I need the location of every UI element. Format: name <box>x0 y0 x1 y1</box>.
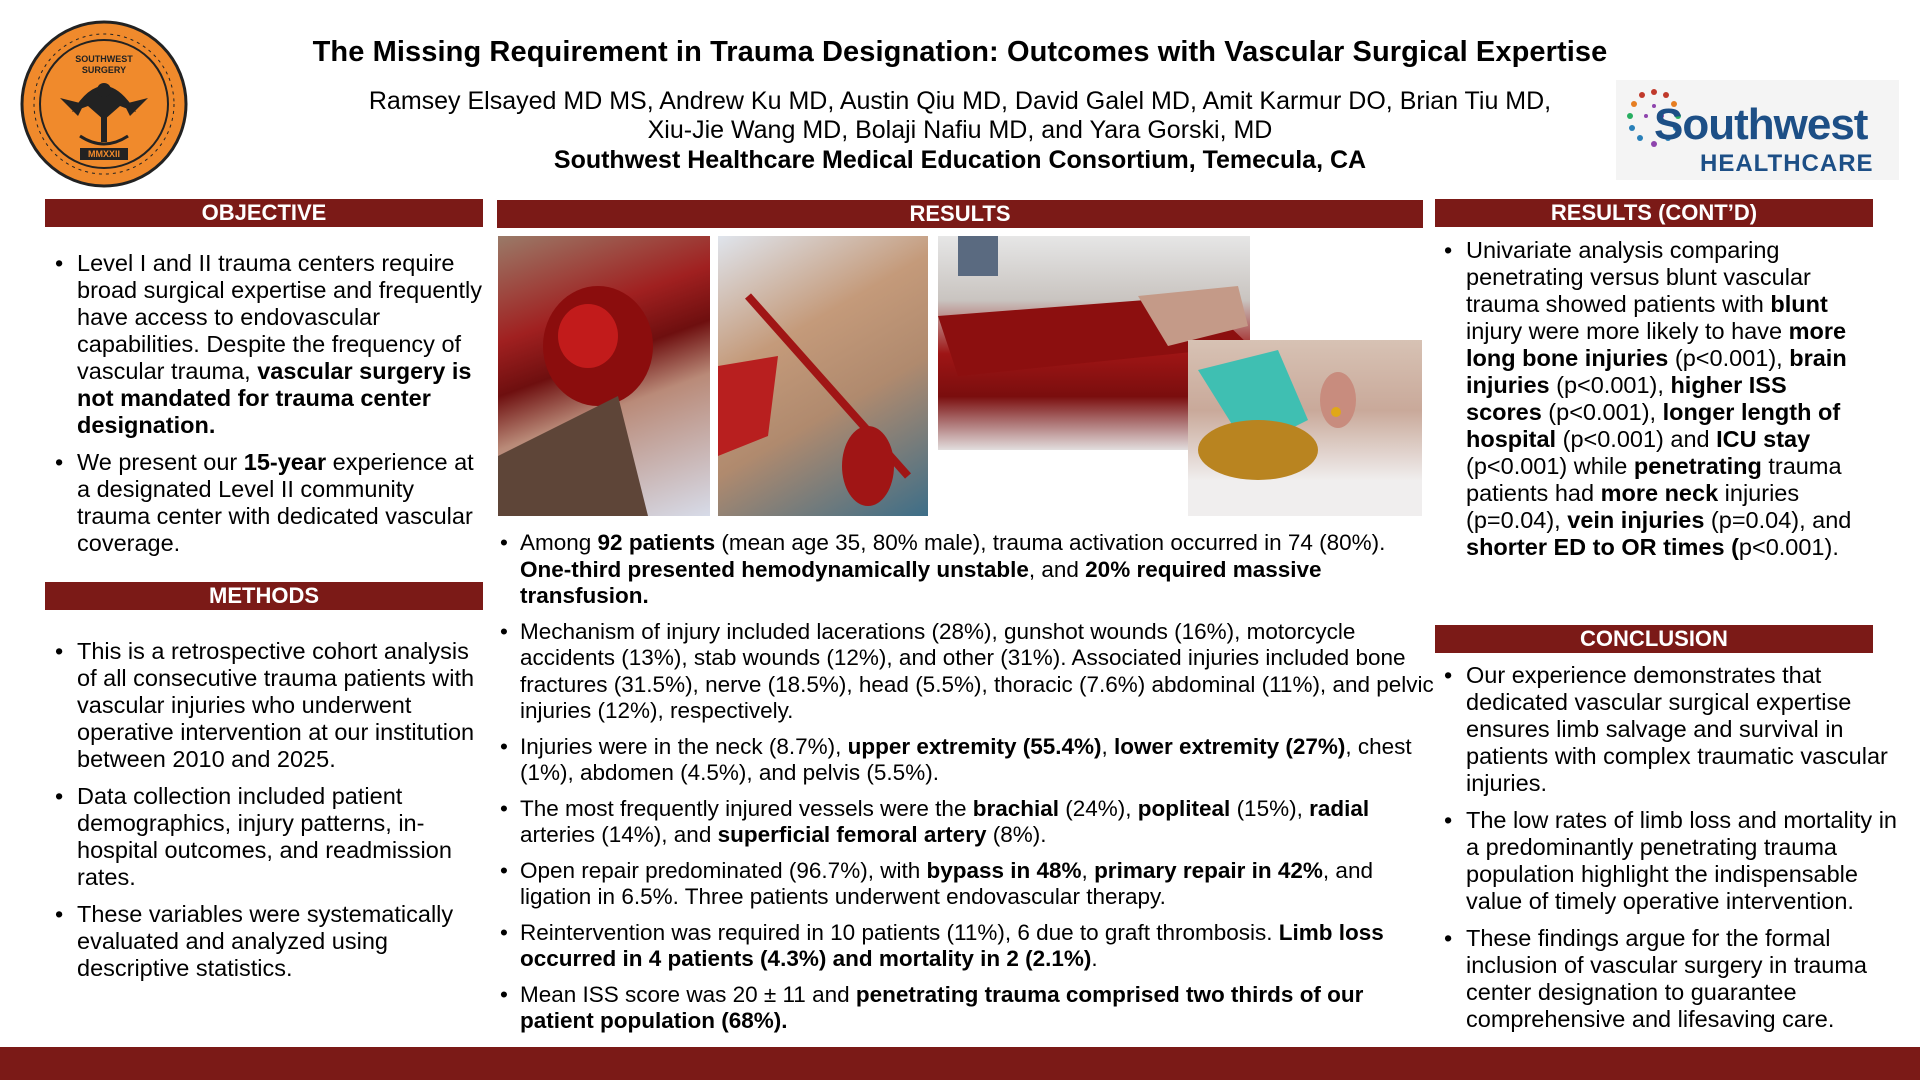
affiliation: Southwest Healthcare Medical Education Consortium, Temecula, CA <box>553 146 1367 174</box>
logo-bottom-text: MMXXII <box>87 149 120 159</box>
results-bullet-2: • Mechanism of injury included lacerations (28%), gunshot wounds (16%), motorcycle accidents (13%), stab wounds (12%), and other (31%). Associated injuries included bone fractures (31.5%), nerve (18.5%), head (5.5%), thoracic (7.6%) abdominal (11%), and pelvic injuries (12%), respectively. <box>496 619 1436 725</box>
clinical-photo-4 <box>1188 340 1422 516</box>
clinical-photo-1 <box>498 236 710 516</box>
poster-title: The Missing Requirement in Trauma Designation: Outcomes with Vascular Surgical Expertise <box>312 36 1608 68</box>
results-list <box>496 530 1436 1044</box>
objective-list <box>45 250 485 567</box>
results-bullet-5: • Open repair predominated (96.7%), with bypass in 48%, primary repair in 42%, and ligation in 6.5%. Three patients underwent endovascular therapy. <box>496 858 1436 911</box>
logo-southwest-text: Southwest <box>1654 100 1868 149</box>
methods-heading: METHODS <box>45 582 483 610</box>
methods-list <box>45 638 485 992</box>
results-cont-bullet-1: • Univariate analysis comparing penetrating versus blunt vascular trauma showed patients with blunt injury were more likely to have more long bone injuries (p<0.001), brain injuries (p<0.001), higher ISS scores (p<0.001), longer length of hospital (p<0.001) and ICU stay (p<0.001) while penetrating trauma patients had more neck injuries (p=0.04), vein injuries (p=0.04), and shorter ED to OR times (p<0.001). <box>1434 237 1904 561</box>
clinical-photo-2 <box>718 236 928 516</box>
authors-line-2: Xiu-Jie Wang MD, Bolaji Nafiu MD, and Yara Gorski, MD <box>647 116 1273 144</box>
logo-top-text: SOUTHWEST <box>75 54 133 64</box>
methods-bullet-2: • Data collection included patient demographics, injury patterns, in-hospital outcomes, and readmission rates. <box>45 783 485 891</box>
results-bullet-7: • Mean ISS score was 20 ± 11 and penetrating trauma comprised two thirds of our patient population (68%). <box>496 982 1436 1035</box>
results-heading: RESULTS <box>497 200 1423 228</box>
results-cont-list <box>1434 237 1904 571</box>
methods-bullet-3: • These variables were systematically evaluated and analyzed using descriptive statistics. <box>45 901 485 982</box>
methods-bullet-1: • This is a retrospective cohort analysis of all consecutive trauma patients with vascular injuries who underwent operative intervention at our institution between 2010 and 2025. <box>45 638 485 773</box>
logo-mid-text: SURGERY <box>81 65 127 75</box>
conclusion-bullet-3: • These findings argue for the formal inclusion of vascular surgery in trauma center designation to guarantee comprehensive and lifesaving care. <box>1434 925 1904 1033</box>
results-cont-heading: RESULTS (CONT’D) <box>1435 199 1873 227</box>
conclusion-heading: CONCLUSION <box>1435 625 1873 653</box>
authors-line-1: Ramsey Elsayed MD MS, Andrew Ku MD, Austin Qiu MD, David Galel MD, Amit Karmur DO, Brian Tiu MD, <box>368 87 1552 115</box>
objective-bullet-1: • Level I and II trauma centers require broad surgical expertise and frequently have access to endovascular capabilities. Despite the frequency of vascular trauma, vascular surgery is not mandated for trauma center designation. <box>45 250 485 439</box>
conclusion-bullet-1: • Our experience demonstrates that dedicated vascular surgical expertise ensures limb salvage and survival in patients with complex traumatic vascular injuries. <box>1434 662 1904 797</box>
results-bullet-1: • Among 92 patients (mean age 35, 80% male), trauma activation occurred in 74 (80%). One-third presented hemodynamically unstable, and 20% required massive transfusion. <box>496 530 1436 610</box>
results-bullet-3: • Injuries were in the neck (8.7%), upper extremity (55.4%), lower extremity (27%), chest (1%), abdomen (4.5%), and pelvis (5.5%). <box>496 734 1436 787</box>
conclusion-list <box>1434 662 1904 1043</box>
conclusion-bullet-2: • The low rates of limb loss and mortality in a predominantly penetrating trauma population highlight the indispensable value of timely operative intervention. <box>1434 807 1904 915</box>
logo-healthcare-text: HEALTHCARE <box>1700 150 1874 177</box>
objective-bullet-2: • We present our 15-year experience at a designated Level II community trauma center with dedicated vascular coverage. <box>45 449 485 557</box>
author-list <box>0 87 1920 145</box>
results-bullet-4: • The most frequently injured vessels were the brachial (24%), popliteal (15%), radial arteries (14%), and superficial femoral artery (8%). <box>496 796 1436 849</box>
objective-heading: OBJECTIVE <box>45 199 483 227</box>
footer-bar <box>0 1047 1920 1080</box>
results-bullet-6: • Reintervention was required in 10 patients (11%), 6 due to graft thrombosis. Limb loss occurred in 4 patients (4.3%) and mortality in 2 (2.1%). <box>496 920 1436 973</box>
